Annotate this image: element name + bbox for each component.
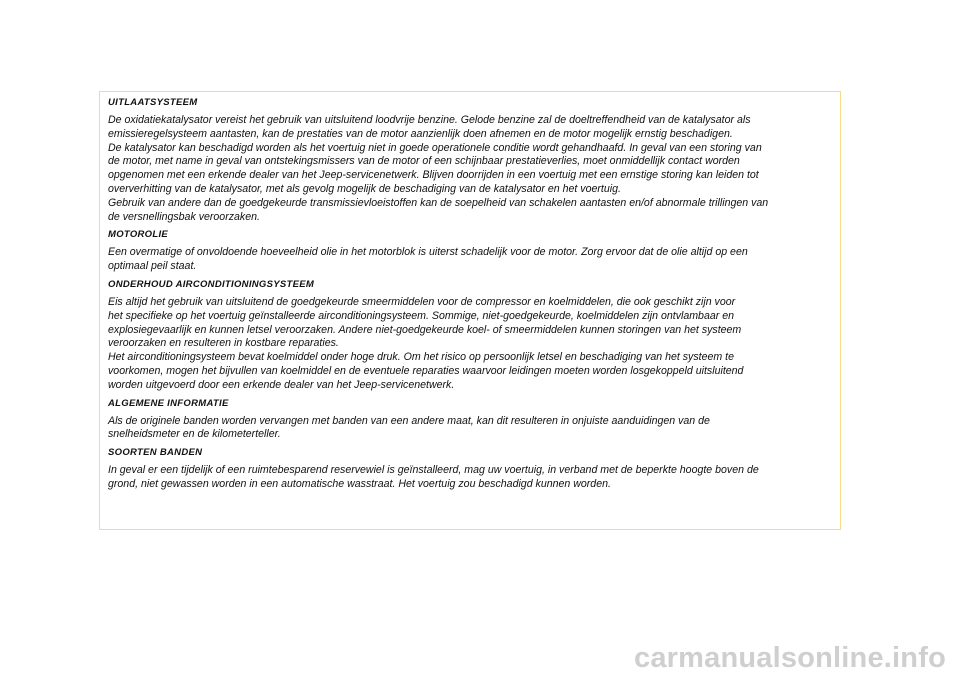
section-text: In geval er een tijdelijk of een ruimtebesparend reservewiel is geïnstalleerd, mag uw voertuig, in verband met de beperkte hoogte boven de grond, niet gewassen worden in een automatische wasstraat. Het voertuig zou beschadigd kunnen worden. [108,464,759,490]
section-general-info [108,398,830,443]
section-text: Eis altijd het gebruik van uitsluitend de goedgekeurde smeermiddelen voor de compressor en koelmiddelen, die ook geschikt zijn voor het specifieke op het voertuig geïnstalleerde airconditioningsysteem. Sommige, niet-goedgekeurde, koelmiddelen zijn ontvlambaar en explosiegevaarlijk en kunnen letsel veroorzaken. Andere niet-goedgekeurde koel- of smeermiddelen kunnen storingen van het systeem veroorzaken en resulteren in kostbare reparaties. Het airconditioningsysteem bevat koelmiddel onder hoge druk. Om het risico op persoonlijk letsel en beschadiging van het systeem te voorkomen, mogen het bijvullen van koelmiddel en de eventuele reparaties waarvoor leidingen moeten worden losgekoppeld uitsluitend worden uitgevoerd door een erkende dealer van het Jeep-servicenetwerk. [108,295,744,391]
section-text: De oxidatiekatalysator vereist het gebruik van uitsluitend loodvrije benzine. Gelode benzine zal de doeltreffendheid van de katalysator als emissieregelsysteem aantasten, kan de prestaties van de motor aanzienlijk doen afnemen en de motor mogelijk ernstig beschadigen. De katalysator kan beschadigd worden als het voertuig niet in goede operationele conditie wordt gehandhaafd. In geval van een storing van de motor, met name in geval van ontstekingsmissers van de motor of een schijnbaar prestatieverlies, moet onmiddellijk contact worden opgenomen met een erkende dealer van het Jeep-servicenetwerk. Blijven doorrijden in een voertuig met een ernstige storing kan leiden tot oververhitting van de katalysator, met als gevolg mogelijk de beschadiging van de katalysator en het voertuig. Gebruik van andere dan de goedgekeurde transmissievloeistoffen kan de soepelheid van schakelen aantasten en/of abnormale trillingen van de versnellingsbak veroorzaken. [108,114,769,223]
section-heading: UITLAATSYSTEEM [108,97,198,108]
section-heading: SOORTEN BANDEN [108,447,203,459]
section-heading: ALGEMENE INFORMATIE [108,397,229,409]
section-exhaust [108,97,830,224]
section-tire-types [108,447,830,492]
notice-box [99,91,841,530]
section-heading: ONDERHOUD AIRCONDITIONINGSYSTEEM [108,278,315,290]
section-engine-oil [108,229,830,274]
section-text: Als de originele banden worden vervangen met banden van een andere maat, kan dit resulteren in onjuiste aanduidingen van de snelheidsmeter en de kilometerteller. [108,414,710,441]
section-text: Een overmatige of onvoldoende hoeveelheid olie in het motorblok is uiterst schadelijk voor de motor. Zorg ervoor dat de olie altijd op een optimaal peil staat. [108,246,748,273]
section-heading: MOTOROLIE [108,229,169,241]
section-aircon [108,279,830,393]
watermark: carmanualsonline.info [634,642,946,674]
